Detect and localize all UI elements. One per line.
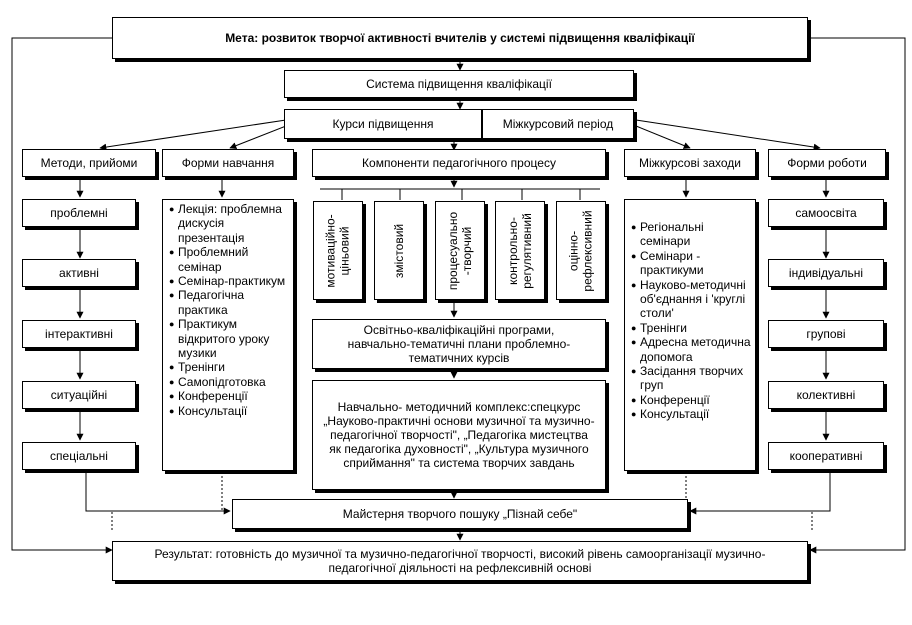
list-item: ● Практикум відкритого уроку музики [169, 317, 289, 360]
list-item: ● Семінари - практикуми [631, 249, 751, 278]
list-item: ● Лекція: проблемна дискусія презентація [169, 202, 289, 245]
workshop-box: Майстерня творчого пошуку „Пізнай себе" [232, 499, 688, 529]
list-item: ● Консультації [169, 404, 289, 418]
work-form-item: кооперативні [768, 442, 884, 470]
system-box: Система підвищення кваліфікації [284, 70, 634, 98]
list-item: ● Тренінги [631, 321, 751, 335]
list-item: ● Тренінги [169, 360, 289, 374]
list-item: ● Самопідготовка [169, 375, 289, 389]
method-item: спеціальні [22, 442, 136, 470]
work-form-item: самоосвіта [768, 199, 884, 227]
component-procedural: процесуально -творчий [435, 201, 485, 300]
left-loop-arrow [12, 38, 112, 550]
component-evaluative: оцінно- рефлексивний [556, 201, 606, 300]
list-item: ● Педагогічна практика [169, 288, 289, 317]
list-item: ● Регіональні семінари [631, 220, 751, 249]
intercourse-events-list [624, 199, 756, 471]
method-item: активні [22, 259, 136, 287]
work-form-item: групові [768, 320, 884, 348]
list-item: ● Адресна методична допомога [631, 335, 751, 364]
list-item: ● Засідання творчих груп [631, 364, 751, 393]
method-item: ситуаційні [22, 381, 136, 409]
work-form-item: індивідуальні [768, 259, 884, 287]
component-content: змістовий [374, 201, 424, 300]
list-item: ● Консультації [631, 407, 751, 421]
method-item: проблемні [22, 199, 136, 227]
courses-box: Курси підвищення [284, 109, 482, 139]
method-item: інтерактивні [22, 320, 136, 348]
work-form-item: колективні [768, 381, 884, 409]
right-loop-arrow [808, 38, 905, 550]
methods-header: Методи, прийоми [22, 149, 156, 177]
forms-training-header: Форми навчання [162, 149, 294, 177]
list-item: ● Конференції [169, 389, 289, 403]
programs-box: Освітньо-кваліфікаційні програми, навчально-тематичні плани проблемно-тематичних курсів [312, 319, 606, 369]
list-item: ● Семінар-практикум [169, 274, 289, 288]
components-header: Компоненти педагогічного процесу [312, 149, 606, 177]
goal-box: Мета: розвиток творчої активності вчителів у системі підвищення кваліфікації [112, 17, 808, 59]
work-forms-header: Форми роботи [768, 149, 886, 177]
forms-training-list [162, 199, 294, 471]
list-item: ● Конференції [631, 393, 751, 407]
component-motivational: мотиваційно- ціньовий [313, 201, 363, 300]
intercourse-events-header: Міжкурсові заходи [624, 149, 756, 177]
list-item: ● Науково-методичні об'єднання і 'круглі столи' [631, 278, 751, 321]
intercourse-period-box: Міжкурсовий період [482, 109, 634, 139]
component-control: контрольно- регулятивний [495, 201, 545, 300]
list-item: ● Проблемний семінар [169, 245, 289, 274]
complex-box: Навчально- методичний комплекс:спецкурс „Науково-практичні основи музичної та музично-педагогічної творчості", „Педагогіка мистецтва як педагогіка духовності", „Культура музичного сприймання" та система творчих завдань [312, 380, 606, 490]
result-box: Результат: готовність до музичної та музично-педагогічної творчості, високий рівень самоорганізації музично-педагогічної діяльності на рефлексивній основі [112, 541, 808, 581]
